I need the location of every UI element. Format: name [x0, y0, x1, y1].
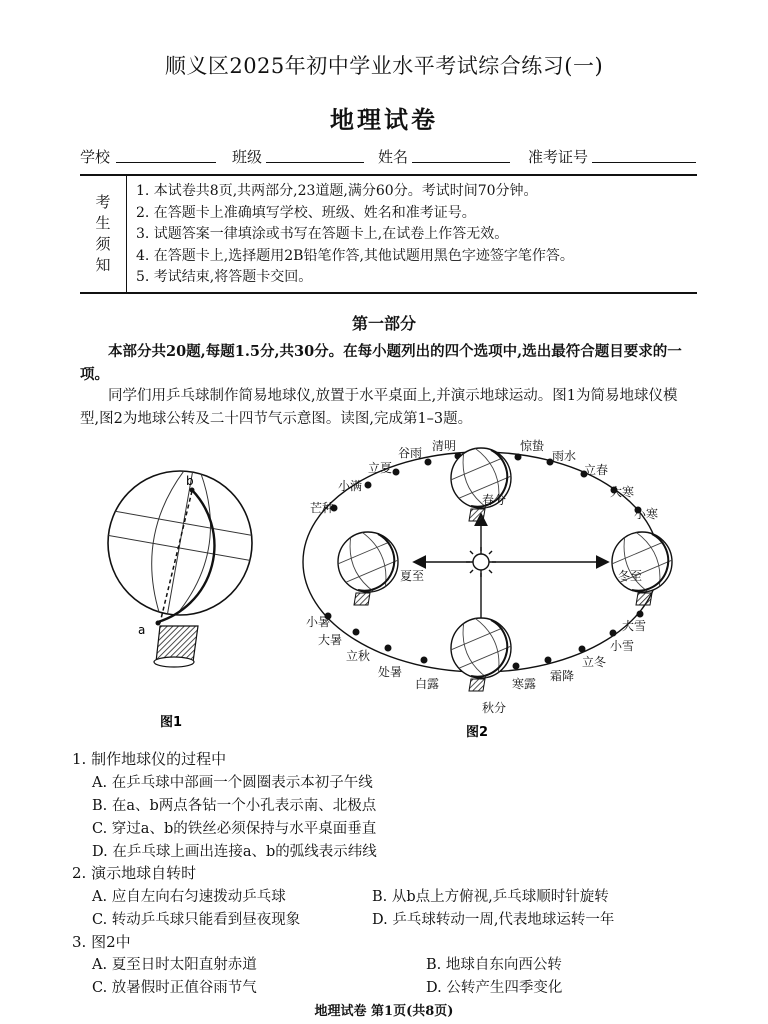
figure1-globe-diagram	[80, 430, 280, 730]
notice-box	[80, 174, 697, 294]
exam-id-field[interactable]	[592, 148, 696, 163]
q3-option-c[interactable]: C. 放暑假时正值谷雨节气	[92, 980, 257, 996]
exam-subtitle: 地理试卷	[330, 105, 438, 134]
term-liqiu: 立秋	[346, 649, 371, 663]
class-label: 班级	[232, 148, 263, 166]
term-lidong: 立冬	[582, 655, 607, 669]
term-chunfen: 春分	[482, 493, 507, 507]
term-xiaoshu: 小暑	[306, 615, 331, 629]
figure2-orbit-diagram	[270, 430, 700, 740]
term-lichun: 立春	[584, 463, 609, 477]
school-field[interactable]	[116, 148, 216, 163]
part-heading: 第一部分	[351, 314, 416, 333]
term-hanlu: 寒露	[512, 677, 537, 691]
point-a-label: a	[138, 623, 146, 637]
q2-option-b[interactable]: B. 从b点上方俯视,乒乓球顺时针旋转	[372, 889, 609, 905]
globe-summer	[329, 523, 408, 605]
term-mangzhong: 芒种	[310, 501, 335, 515]
term-guyu: 谷雨	[398, 446, 423, 460]
figure2-caption: 图2	[466, 725, 489, 740]
name-field[interactable]	[412, 148, 510, 163]
exam-title: 顺义区2025年初中学业水平考试综合练习(一)	[164, 54, 604, 78]
part-instruction: 本部分共20题,每题1.5分,共30分。在每小题列出的四个选项中,选出最符合题目要求的一项。	[80, 343, 682, 383]
notice-label: 考 生 须 知	[80, 176, 127, 292]
term-shuangjiang: 霜降	[550, 669, 575, 683]
page-footer: 地理试卷 第1页(共8页)	[314, 1004, 454, 1019]
question-3-stem: 3. 图2中	[72, 933, 131, 951]
exam-id-label: 准考证号	[528, 148, 589, 166]
q3-option-d[interactable]: D. 公转产生四季变化	[426, 980, 563, 996]
q1-option-a[interactable]: A. 在乒乓球中部画一个圆圈表示本初子午线	[92, 775, 373, 791]
q3-option-b[interactable]: B. 地球自东向西公转	[426, 957, 562, 973]
term-lixia: 立夏	[368, 461, 393, 475]
term-dongzhi: 冬至	[618, 569, 643, 583]
term-jingzhe: 惊蛰	[520, 439, 545, 453]
notice-item: 1. 本试卷共8页,共两部分,23道题,满分60分。考试时间70分钟。	[136, 183, 538, 199]
notice-list	[136, 181, 574, 289]
question-intro: 同学们用乒乓球制作简易地球仪,放置于水平桌面上,并演示地球运动。图1为简易地球仪模型,图2为地球公转及二十四节气示意图。读图,完成第1–3题。	[80, 388, 678, 427]
q1-option-b[interactable]: B. 在a、b两点各钻一个小孔表示南、北极点	[92, 798, 377, 814]
notice-item: 2. 在答题卡上准确填写学校、班级、姓名和准考证号。	[136, 204, 476, 221]
question-1-stem: 1. 制作地球仪的过程中	[72, 750, 227, 768]
notice-item: 4. 在答题卡上,选择题用2B铅笔作答,其他试题用黑色字迹签字笔作答。	[136, 247, 574, 264]
figure-area	[80, 430, 700, 740]
name-label: 姓名	[378, 148, 409, 166]
figure1-caption: 图1	[160, 715, 183, 730]
term-dashu: 大暑	[318, 633, 343, 647]
term-xiaoman: 小满	[338, 479, 363, 493]
globe-winter	[603, 523, 682, 605]
term-qingming: 清明	[432, 439, 457, 453]
term-daxue: 大雪	[622, 619, 647, 633]
term-qiufen: 秋分	[482, 701, 507, 715]
term-xiazhi: 夏至	[400, 569, 425, 583]
notice-item: 3. 试题答案一律填涂或书写在答题卡上,在试卷上作答无效。	[136, 226, 509, 242]
q1-option-c[interactable]: C. 穿过a、b的铁丝必须保持与水平桌面垂直	[92, 821, 377, 837]
term-yushui: 雨水	[552, 449, 577, 463]
term-xiaohan: 小寒	[634, 507, 659, 521]
term-xiaoxue: 小雪	[610, 639, 635, 653]
school-label: 学校	[80, 148, 111, 166]
term-bailu: 白露	[415, 677, 440, 691]
term-chushu: 处暑	[378, 665, 403, 679]
term-dahan: 大寒	[610, 485, 635, 499]
class-field[interactable]	[266, 148, 364, 163]
q1-option-d[interactable]: D. 在乒乓球上画出连接a、b的弧线表示纬线	[92, 844, 377, 860]
question-2-stem: 2. 演示地球自转时	[72, 864, 197, 882]
notice-item: 5. 考试结束,将答题卡交回。	[136, 269, 313, 285]
globe-autumn	[442, 609, 521, 691]
point-b-label: b	[186, 474, 194, 488]
q2-option-a[interactable]: A. 应自左向右匀速拨动乒乓球	[92, 889, 286, 905]
q2-option-c[interactable]: C. 转动乒乓球只能看到昼夜现象	[92, 912, 301, 928]
q2-option-d[interactable]: D. 乒乓球转动一周,代表地球运转一年	[372, 912, 615, 928]
q3-option-a[interactable]: A. 夏至日时太阳直射赤道	[92, 957, 257, 973]
